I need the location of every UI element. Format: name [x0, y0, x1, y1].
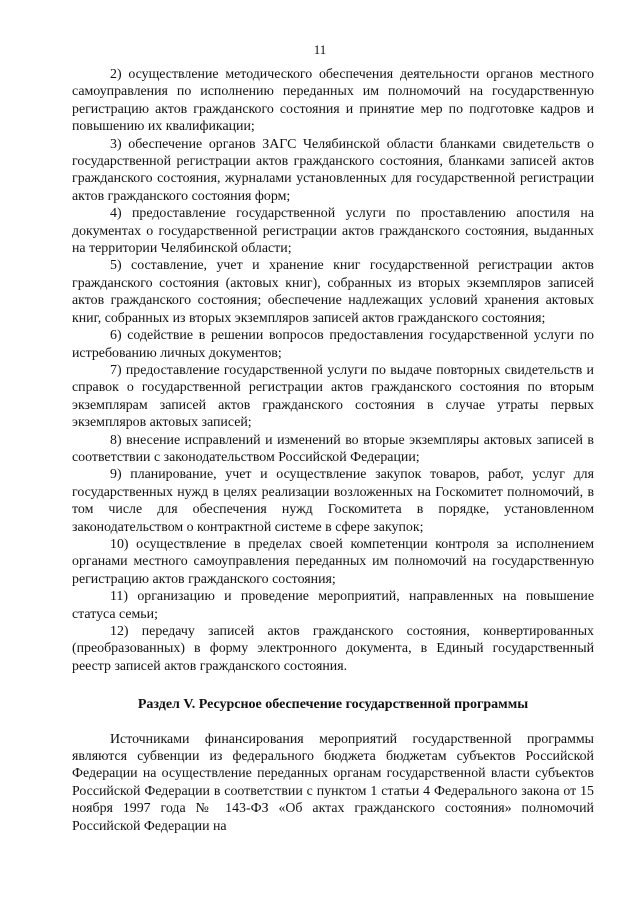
list-item-4: 4) предоставление государственной услуги по проставлению апостиля на документах о государственной регистрации актов гражданского состояния, выданных на территории Челябинской области; — [72, 206, 594, 257]
list-item-6: 6) содействие в решении вопросов предоставления государственной услуги по истребованию личных документов; — [72, 328, 594, 361]
page-number: 11 — [313, 42, 327, 57]
list-item-9: 9) планирование, учет и осуществление закупок товаров, работ, услуг для государственных нужд в целях реализации возложенных на Госкомитет полномочий, в том числе для обеспечения нужд Госкомитета в порядке, установленном законодательством о контрактной системе в сфере закупок; — [72, 467, 594, 535]
list-item-10: 10) осуществление в пределах своей компетенции контроля за исполнением органами местного самоуправления переданных им полномочий на государственную регистрацию актов гражданского состояния; — [72, 536, 594, 587]
list-item-5: 5) составление, учет и хранение книг государственной регистрации актов гражданского состояния (актовых книг), собранных из вторых экземпляров записей актов гражданского состояния; обеспечение надлежащих условий хранения актовых книг, собранных из вторых экземпляров записей актов гражданского состояния; — [72, 258, 594, 326]
list-item-2: 2) осуществление методического обеспечения деятельности органов местного самоуправления по исполнению переданных им полномочий на государственную регистрацию актов гражданского состояния и принятие мер по подготовке кадров и повышению их квалификации; — [72, 67, 594, 135]
section-heading: Раздел V. Ресурсное обеспечение государственной программы — [137, 697, 529, 713]
list-item-8: 8) внесение исправлений и изменений во вторые экземпляры актовых записей в соответствии с законодательством Российской Федерации; — [72, 432, 594, 465]
document-body — [72, 66, 594, 835]
list-item-11: 11) организацию и проведение мероприятий, направленных на повышение статуса семьи; — [72, 589, 594, 622]
list-item-3: 3) обеспечение органов ЗАГС Челябинской области бланками свидетельств о государственной регистрации актов гражданского состояния, бланками записей актов гражданского состояния, журналами установленных для государственной регистрации актов гражданского состояния форм; — [72, 136, 594, 204]
funding-paragraph: Источниками финансирования мероприятий государственной программы являются субвенции из федерального бюджета бюджетам субъектов Российской Федерации на осуществление переданных органам государственной власти субъектов Российской Федерации в соответствии с пунктом 1 статьи 4 Федерального закона от 15 ноября 1997 года № 143-ФЗ «Об актах гражданского состояния» полномочий Российской Федерации на — [72, 731, 594, 834]
list-item-12: 12) передачу записей актов гражданского состояния, конвертированных (преобразованных) в форму электронного документа, в Единый государственный реестр записей актов гражданского состояния. — [72, 624, 594, 674]
list-item-7: 7) предоставление государственной услуги по выдаче повторных свидетельств и справок о государственной регистрации актов гражданского состояния по вторым экземплярам записей актов гражданского состояния в случае утраты первых экземпляров актовых записей; — [72, 362, 594, 431]
